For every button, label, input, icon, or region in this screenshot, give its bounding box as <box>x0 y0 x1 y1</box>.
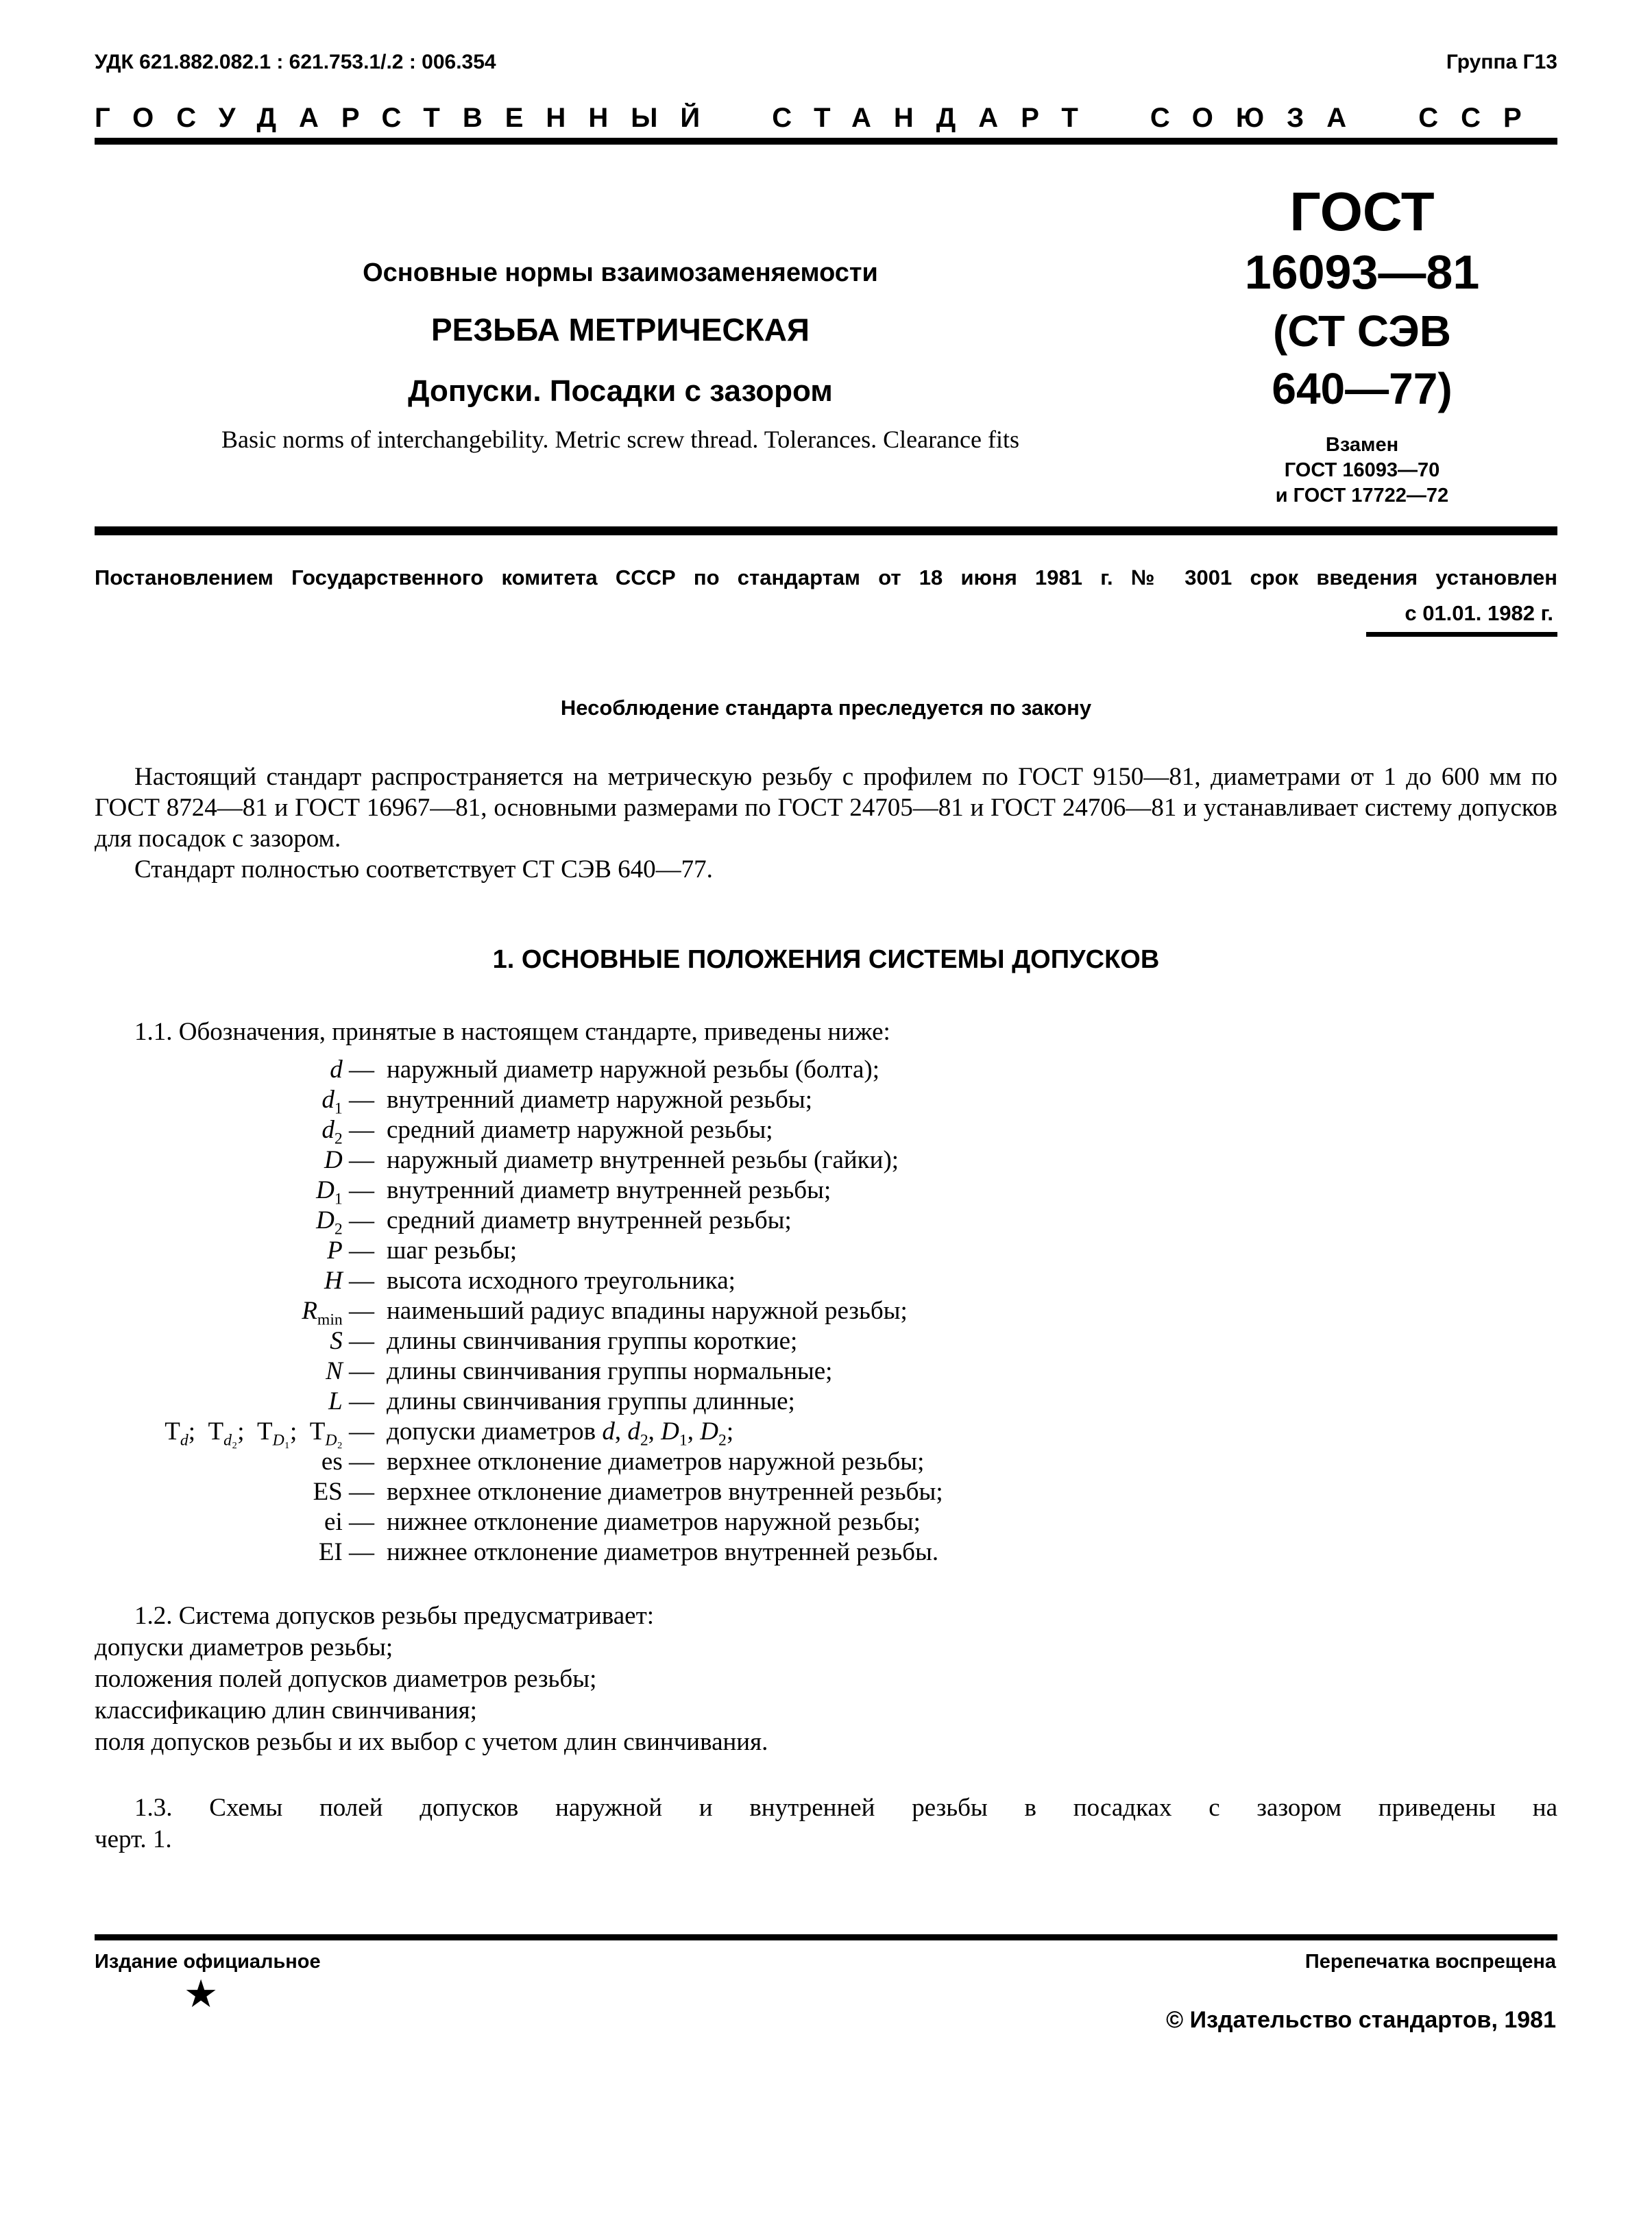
clause-1-3-block <box>95 1792 1557 1855</box>
definition-symbol: L — <box>328 1387 374 1415</box>
definition-text: допуски диаметров d, $d_2$, $D_1$, $D_2$; <box>387 1417 734 1450</box>
definition-text: шаг резьбы; <box>387 1237 518 1265</box>
definition-symbol: $D_2$ — <box>316 1206 374 1239</box>
top-reference-line <box>95 51 1557 74</box>
gost-number: 16093—81 <box>1244 245 1480 299</box>
definition-row <box>95 1055 1557 1085</box>
state-standard-band: ГОСУДАРСТВЕННЫЙ СТАНДАРТ СОЮЗА ССР <box>95 103 1544 133</box>
definition-row <box>95 1115 1557 1148</box>
definition-symbol: $R_{min}$ — <box>302 1297 374 1329</box>
definition-text: длины свинчивания группы нормальные; <box>387 1357 833 1385</box>
sev-line-1: (СТ СЭВ <box>1273 306 1451 356</box>
definition-symbol: es — <box>321 1448 374 1476</box>
definition-row <box>95 1537 1557 1568</box>
official-edition-label: Издание официальное <box>95 1951 321 1973</box>
group-code: Группа Г13 <box>1446 51 1557 73</box>
clause-1-3-line-1: 1.3. Схемы полей допусков наружной и внутренней резьбы в посадках с зазором приведены на <box>134 1794 1557 1822</box>
subtitle-russian: Допуски. Посадки с зазором <box>408 374 833 408</box>
reprint-forbidden-label: Перепечатка воспрещена <box>1304 1951 1556 1973</box>
definition-symbol: D — <box>324 1146 374 1174</box>
clause-1-2-item: классификацию длин свинчивания; <box>95 1696 477 1725</box>
title-block <box>95 182 1167 509</box>
definition-row <box>95 1477 1557 1507</box>
sev-line-2: 640—77) <box>1272 364 1453 413</box>
gost-word: ГОСТ <box>1289 181 1435 242</box>
definition-row <box>95 1507 1557 1537</box>
band-rule <box>95 138 1557 145</box>
definitions-list <box>95 1055 1557 1568</box>
legal-notice: Несоблюдение стандарта преследуется по закону <box>560 696 1092 720</box>
copyright-line: © Издательство стандартов, 1981 <box>1166 2007 1556 2033</box>
definition-text: внутренний диаметр наружной резьбы; <box>387 1086 813 1114</box>
definition-row <box>95 1296 1557 1329</box>
definition-row <box>95 1417 1557 1450</box>
clause-1-2-item: положения полей допусков диаметров резьбы; <box>95 1665 597 1693</box>
udk-number: УДК 621.882.082.1 : 621.753.1/.2 : 006.354 <box>95 51 496 73</box>
definition-text: длины свинчивания группы длинные; <box>387 1387 795 1415</box>
definition-symbol: ei — <box>324 1508 374 1536</box>
footer-rule <box>95 1934 1557 1940</box>
definition-text: нижнее отклонение диаметров внутренней резьбы. <box>387 1538 939 1566</box>
definition-symbol: d — <box>330 1056 374 1084</box>
star-icon: ★ <box>184 1973 219 2016</box>
clause-1-2-item: допуски диаметров резьбы; <box>95 1633 393 1661</box>
definition-symbol: $d_1$ — <box>321 1086 374 1118</box>
definition-symbol: S — <box>330 1327 374 1355</box>
definition-text: внутренний диаметр внутренней резьбы; <box>387 1176 831 1204</box>
definition-text: средний диаметр наружной резьбы; <box>387 1116 773 1144</box>
definition-text: наименьший радиус впадины наружной резьбы; <box>387 1297 908 1325</box>
definition-text: средний диаметр внутренней резьбы; <box>387 1206 792 1234</box>
title-english: Basic norms of interchangebility. Metric screw thread. Tolerances. Clearance fits <box>221 426 1020 453</box>
definition-symbol: $d_2$ — <box>321 1116 374 1148</box>
replaces-line-2: и ГОСТ 17722—72 <box>1275 485 1449 507</box>
definition-row <box>95 1356 1557 1387</box>
definition-row <box>95 1206 1557 1239</box>
definition-symbol: EI — <box>318 1538 374 1566</box>
definition-symbol: $D_1$ — <box>316 1176 374 1208</box>
definition-row <box>95 1447 1557 1477</box>
definition-text: наружный диаметр внутренней резьбы (гайки); <box>387 1146 899 1174</box>
definition-row <box>95 1085 1557 1118</box>
clause-1-2: 1.2. Система допусков резьбы предусматривает: <box>134 1602 655 1630</box>
definition-text: наружный диаметр наружной резьбы (болта); <box>387 1056 880 1084</box>
clause-1-1: 1.1. Обозначения, принятые в настоящем стандарте, приведены ниже: <box>134 1018 890 1046</box>
decree-line-1: Постановлением Государственного комитета СССР по стандартам от 18 июня 1981 г. № 3001 срок введения установлен <box>95 565 1557 589</box>
definition-symbol: P — <box>327 1237 374 1265</box>
title-russian: РЕЗЬБА МЕТРИЧЕСКАЯ <box>431 312 810 348</box>
definition-symbol: $Т_d$; $Т_{d_2}$; $Т_{D_1}$; $Т_{D_2}$ — <box>165 1417 374 1450</box>
intro-paragraph-1: Настоящий стандарт распространяется на метрическую резьбу с профилем по ГОСТ 9150—81, диаметрами от 1 до 600 мм по ГОСТ 8724—81 и ГОСТ 16967—81, основными размерами по ГОСТ 24705—81 и ГОСТ 24706—81 и устанавливает систему допусков для посадок с зазором. <box>95 763 1557 853</box>
definition-text: длины свинчивания группы короткие; <box>387 1327 798 1355</box>
title-series: Основные нормы взаимозаменяемости <box>363 258 878 287</box>
clause-1-2-block <box>95 1600 1557 1758</box>
definition-symbol: ES — <box>313 1478 374 1506</box>
section-1-heading: 1. ОСНОВНЫЕ ПОЛОЖЕНИЯ СИСТЕМЫ ДОПУСКОВ <box>492 945 1160 974</box>
definition-symbol: H — <box>324 1267 374 1295</box>
definition-symbol: N — <box>326 1357 374 1385</box>
separator-rule <box>95 526 1557 535</box>
title-area <box>95 182 1557 509</box>
intro-paragraph-2: Стандарт полностью соответствует СТ СЭВ 640—77. <box>134 855 713 884</box>
replaces-label: Взамен <box>1325 434 1399 456</box>
replaces-block <box>1167 433 1557 509</box>
clause-1-3-line-2: черт. 1. <box>95 1825 172 1853</box>
definition-row <box>95 1326 1557 1356</box>
definition-row <box>95 1387 1557 1417</box>
clause-1-2-item: поля допусков резьбы и их выбор с учетом длин свинчивания. <box>95 1728 768 1756</box>
decree-paragraph <box>95 565 1557 637</box>
definition-row <box>95 1145 1557 1176</box>
decree-line-2 <box>95 601 1557 637</box>
replaces-line-1: ГОСТ 16093—70 <box>1284 459 1440 481</box>
gost-designation-block <box>1167 182 1557 509</box>
definition-row <box>95 1236 1557 1266</box>
effective-date: с 01.01. 1982 г. <box>1366 601 1557 637</box>
definition-text: высота исходного треугольника; <box>387 1267 736 1295</box>
intro-section <box>95 762 1557 885</box>
definition-row <box>95 1266 1557 1296</box>
definition-text: верхнее отклонение диаметров внутренней резьбы; <box>387 1478 943 1506</box>
definition-text: верхнее отклонение диаметров наружной резьбы; <box>387 1448 925 1476</box>
definition-text: нижнее отклонение диаметров наружной резьбы; <box>387 1508 921 1536</box>
definition-row <box>95 1176 1557 1206</box>
